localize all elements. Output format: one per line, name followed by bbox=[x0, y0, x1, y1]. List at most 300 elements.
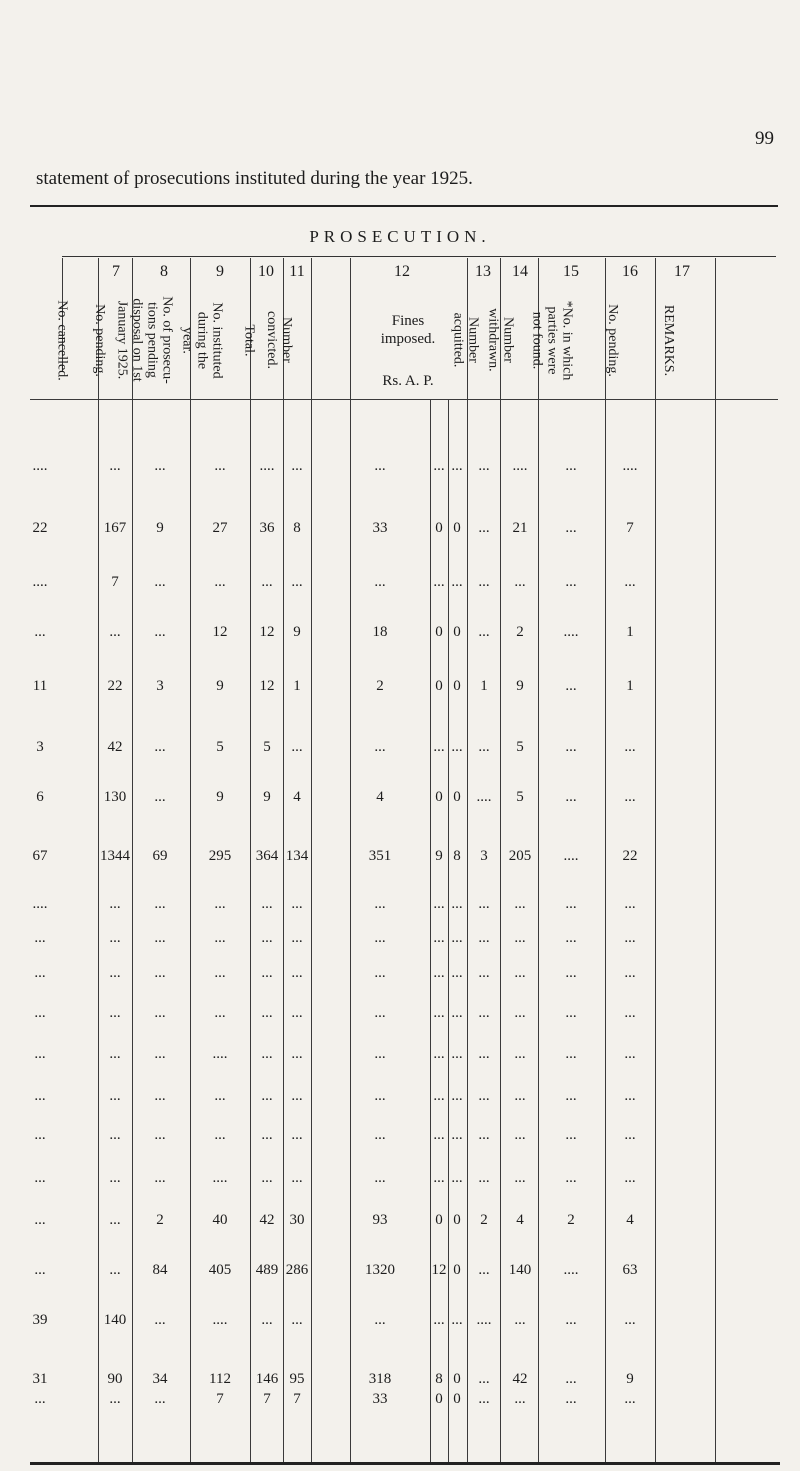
table-cell-r9-c10: ... bbox=[514, 930, 526, 946]
table-cell-r0-c11: ... bbox=[565, 458, 577, 474]
table-cell-r9-c8: ... bbox=[451, 930, 463, 946]
table-cell-r7-c2: 69 bbox=[152, 848, 168, 864]
table-cell-r12-c1: ... bbox=[109, 1046, 121, 1062]
table-cell-r8-c4: ... bbox=[261, 896, 273, 912]
table-cell-r8-c0: .... bbox=[32, 896, 48, 912]
column-number-11: 11 bbox=[289, 263, 305, 280]
table-cell-r1-c3: 27 bbox=[212, 520, 228, 536]
table-cell-r20-c10: ... bbox=[514, 1391, 526, 1407]
table-cell-r3-c5: 9 bbox=[293, 624, 301, 640]
table-cell-r14-c8: ... bbox=[451, 1127, 463, 1143]
table-cell-r11-c10: ... bbox=[514, 1005, 526, 1021]
table-cell-r16-c5: 30 bbox=[289, 1212, 305, 1228]
header-remarks bbox=[651, 280, 687, 400]
header-label-withdrawn: Number withdrawn. bbox=[486, 308, 517, 372]
table-cell-r1-c0: 22 bbox=[32, 520, 48, 536]
header-label-convicted: Number convicted. bbox=[264, 311, 295, 369]
table-cell-r20-c8: 0 bbox=[453, 1391, 461, 1407]
table-cell-r7-c10: 205 bbox=[508, 848, 532, 864]
table-cell-r18-c12: ... bbox=[624, 1312, 636, 1328]
table-cell-r17-c3: 405 bbox=[208, 1262, 232, 1278]
table-cell-r13-c0: ... bbox=[34, 1088, 46, 1104]
table-cell-r10-c12: ... bbox=[624, 965, 636, 981]
table-cell-r4-c2: 3 bbox=[156, 678, 164, 694]
table-cell-r5-c8: ... bbox=[451, 739, 463, 755]
column-rule-15 bbox=[715, 258, 716, 1462]
table-cell-r9-c6: ... bbox=[374, 930, 386, 946]
table-cell-r9-c12: ... bbox=[624, 930, 636, 946]
header-prosecutions-pending bbox=[113, 280, 177, 400]
table-cell-r15-c12: ... bbox=[624, 1170, 636, 1186]
table-cell-r1-c2: 9 bbox=[156, 520, 164, 536]
table-cell-r0-c6: ... bbox=[374, 458, 386, 474]
table-cell-r16-c1: ... bbox=[109, 1212, 121, 1228]
table-cell-r0-c0: .... bbox=[32, 458, 48, 474]
section-title: PROSECUTION. bbox=[309, 227, 491, 246]
table-cell-r2-c12: ... bbox=[624, 574, 636, 590]
table-cell-r8-c10: ... bbox=[514, 896, 526, 912]
table-cell-r10-c9: ... bbox=[478, 965, 490, 981]
column-number-7: 7 bbox=[112, 263, 120, 280]
header-label-pending: No. pending. bbox=[91, 303, 107, 377]
table-cell-r17-c8: 0 bbox=[453, 1262, 461, 1278]
header-fines: Fines imposed. bbox=[380, 313, 436, 347]
table-cell-r14-c10: ... bbox=[514, 1127, 526, 1143]
table-cell-r7-c1: 1344 bbox=[100, 848, 130, 864]
table-cell-r4-c10: 9 bbox=[516, 678, 524, 694]
table-cell-r15-c0: ... bbox=[34, 1170, 46, 1186]
table-cell-r12-c12: ... bbox=[624, 1046, 636, 1062]
table-cell-r8-c11: ... bbox=[565, 896, 577, 912]
table-cell-r5-c12: ... bbox=[624, 739, 636, 755]
table-cell-r16-c10: 4 bbox=[516, 1212, 524, 1228]
header-label-prosecutions-pending: No. of prosecu- tions pending disposal on 1st January 1925. bbox=[115, 296, 176, 384]
table-cell-r3-c7: 0 bbox=[435, 624, 443, 640]
table-cell-r11-c8: ... bbox=[451, 1005, 463, 1021]
table-cell-r13-c12: ... bbox=[624, 1088, 636, 1104]
table-cell-r0-c10: .... bbox=[512, 458, 528, 474]
table-cell-r18-c7: ... bbox=[433, 1312, 445, 1328]
table-cell-r3-c1: ... bbox=[109, 624, 121, 640]
table-cell-r14-c6: ... bbox=[374, 1127, 386, 1143]
table-cell-r6-c5: 4 bbox=[293, 789, 301, 805]
table-cell-r2-c4: ... bbox=[261, 574, 273, 590]
table-cell-r2-c2: ... bbox=[154, 574, 166, 590]
table-cell-r9-c0: ... bbox=[34, 930, 46, 946]
table-cell-r10-c0: ... bbox=[34, 965, 46, 981]
table-cell-r11-c12: ... bbox=[624, 1005, 636, 1021]
table-cell-r3-c3: 12 bbox=[212, 624, 228, 640]
table-cell-r15-c10: ... bbox=[514, 1170, 526, 1186]
table-cell-r7-c12: 22 bbox=[622, 848, 638, 864]
table-cell-r19-c7: 8 bbox=[435, 1371, 443, 1387]
table-cell-r1-c6: 33 bbox=[372, 520, 388, 536]
table-cell-r14-c7: ... bbox=[433, 1127, 445, 1143]
table-cell-r11-c7: ... bbox=[433, 1005, 445, 1021]
table-cell-r18-c4: ... bbox=[261, 1312, 273, 1328]
table-cell-r16-c8: 0 bbox=[453, 1212, 461, 1228]
table-cell-r11-c2: ... bbox=[154, 1005, 166, 1021]
table-cell-r5-c4: 5 bbox=[263, 739, 271, 755]
table-cell-r14-c2: ... bbox=[154, 1127, 166, 1143]
table-cell-r8-c7: ... bbox=[433, 896, 445, 912]
title-rule bbox=[62, 256, 776, 257]
column-number-15: 15 bbox=[563, 263, 579, 280]
table-cell-r12-c6: ... bbox=[374, 1046, 386, 1062]
table-cell-r4-c8: 0 bbox=[453, 678, 461, 694]
column-number-17: 17 bbox=[674, 263, 690, 280]
table-cell-r6-c4: 9 bbox=[263, 789, 271, 805]
table-cell-r5-c1: 42 bbox=[107, 739, 123, 755]
table-cell-r4-c6: 2 bbox=[376, 678, 384, 694]
table-cell-r16-c11: 2 bbox=[567, 1212, 575, 1228]
table-cell-r6-c2: ... bbox=[154, 789, 166, 805]
table-cell-r15-c6: ... bbox=[374, 1170, 386, 1186]
table-cell-r10-c8: ... bbox=[451, 965, 463, 981]
table-cell-r0-c8: ... bbox=[451, 458, 463, 474]
column-number-13: 13 bbox=[475, 263, 491, 280]
table-cell-r7-c0: 67 bbox=[32, 848, 48, 864]
table-cell-r15-c5: ... bbox=[291, 1170, 303, 1186]
table-cell-r16-c9: 2 bbox=[480, 1212, 488, 1228]
table-cell-r1-c1: 167 bbox=[103, 520, 127, 536]
table-cell-r4-c4: 12 bbox=[259, 678, 275, 694]
table-cell-r3-c2: ... bbox=[154, 624, 166, 640]
table-cell-r15-c7: ... bbox=[433, 1170, 445, 1186]
table-cell-r6-c1: 130 bbox=[103, 789, 127, 805]
table-cell-r12-c8: ... bbox=[451, 1046, 463, 1062]
column-number-8: 8 bbox=[160, 263, 168, 280]
table-cell-r13-c10: ... bbox=[514, 1088, 526, 1104]
header-convicted bbox=[261, 280, 297, 400]
table-cell-r5-c5: ... bbox=[291, 739, 303, 755]
table-cell-r9-c1: ... bbox=[109, 930, 121, 946]
table-cell-r10-c5: ... bbox=[291, 965, 303, 981]
top-rule bbox=[30, 205, 778, 207]
table-cell-r0-c4: .... bbox=[259, 458, 275, 474]
table-cell-r1-c11: ... bbox=[565, 520, 577, 536]
table-cell-r10-c3: ... bbox=[214, 965, 226, 981]
table-cell-r0-c3: ... bbox=[214, 458, 226, 474]
table-cell-r20-c3: 7 bbox=[216, 1391, 224, 1407]
page-number: 99 bbox=[755, 128, 774, 149]
header-instituted bbox=[178, 280, 227, 400]
table-cell-r10-c2: ... bbox=[154, 965, 166, 981]
table-cell-r8-c1: ... bbox=[109, 896, 121, 912]
table-cell-r12-c0: ... bbox=[34, 1046, 46, 1062]
table-cell-r18-c8: ... bbox=[451, 1312, 463, 1328]
table-cell-r14-c0: ... bbox=[34, 1127, 46, 1143]
table-cell-r12-c2: ... bbox=[154, 1046, 166, 1062]
header-label-parties-not-found: *No. in which parties were not found. bbox=[529, 300, 575, 380]
table-cell-r10-c6: ... bbox=[374, 965, 386, 981]
table-cell-r12-c9: ... bbox=[478, 1046, 490, 1062]
header-label-remarks: REMARKS. bbox=[661, 304, 677, 376]
table-cell-r0-c1: ... bbox=[109, 458, 121, 474]
table-cell-r8-c5: ... bbox=[291, 896, 303, 912]
table-cell-r17-c6: 1320 bbox=[365, 1262, 395, 1278]
table-cell-r13-c8: ... bbox=[451, 1088, 463, 1104]
table-cell-r5-c11: ... bbox=[565, 739, 577, 755]
table-cell-r9-c4: ... bbox=[261, 930, 273, 946]
table-cell-r12-c4: ... bbox=[261, 1046, 273, 1062]
table-cell-r6-c12: ... bbox=[624, 789, 636, 805]
table-cell-r4-c9: 1 bbox=[480, 678, 488, 694]
table-cell-r18-c5: ... bbox=[291, 1312, 303, 1328]
table-cell-r20-c12: ... bbox=[624, 1391, 636, 1407]
table-cell-r9-c2: ... bbox=[154, 930, 166, 946]
table-cell-r8-c12: ... bbox=[624, 896, 636, 912]
table-cell-r6-c10: 5 bbox=[516, 789, 524, 805]
table-cell-r14-c1: ... bbox=[109, 1127, 121, 1143]
table-cell-r13-c1: ... bbox=[109, 1088, 121, 1104]
table-cell-r0-c9: ... bbox=[478, 458, 490, 474]
table-cell-r4-c11: ... bbox=[565, 678, 577, 694]
table-cell-r11-c11: ... bbox=[565, 1005, 577, 1021]
table-cell-r7-c5: 134 bbox=[285, 848, 309, 864]
table-cell-r14-c11: ... bbox=[565, 1127, 577, 1143]
header-label-pending2: No. pending. bbox=[604, 303, 620, 377]
table-cell-r6-c11: ... bbox=[565, 789, 577, 805]
table-cell-r2-c1: 7 bbox=[111, 574, 119, 590]
table-cell-r11-c1: ... bbox=[109, 1005, 121, 1021]
table-cell-r11-c6: ... bbox=[374, 1005, 386, 1021]
table-cell-r1-c9: ... bbox=[478, 520, 490, 536]
table-cell-r13-c5: ... bbox=[291, 1088, 303, 1104]
table-cell-r17-c10: 140 bbox=[508, 1262, 532, 1278]
column-number-14: 14 bbox=[512, 263, 528, 280]
table-cell-r16-c3: 40 bbox=[212, 1212, 228, 1228]
table-cell-r20-c0: ... bbox=[34, 1391, 46, 1407]
column-number-10: 10 bbox=[258, 263, 274, 280]
table-cell-r20-c4: 7 bbox=[263, 1391, 271, 1407]
table-cell-r2-c11: ... bbox=[565, 574, 577, 590]
table-cell-r11-c5: ... bbox=[291, 1005, 303, 1021]
table-cell-r0-c5: ... bbox=[291, 458, 303, 474]
table-cell-r7-c7: 9 bbox=[435, 848, 443, 864]
table-cell-r15-c1: ... bbox=[109, 1170, 121, 1186]
table-cell-r16-c2: 2 bbox=[156, 1212, 164, 1228]
header-fines-units: Rs. A. P. bbox=[382, 373, 434, 389]
table-cell-r7-c3: 295 bbox=[208, 848, 232, 864]
table-cell-r2-c9: ... bbox=[478, 574, 490, 590]
table-cell-r3-c0: ... bbox=[34, 624, 46, 640]
table-cell-r17-c11: .... bbox=[563, 1262, 579, 1278]
table-cell-r15-c2: ... bbox=[154, 1170, 166, 1186]
table-cell-r17-c2: 84 bbox=[152, 1262, 168, 1278]
table-cell-r7-c9: 3 bbox=[480, 848, 488, 864]
table-cell-r10-c4: ... bbox=[261, 965, 273, 981]
table-cell-r5-c6: ... bbox=[374, 739, 386, 755]
table-cell-r15-c9: ... bbox=[478, 1170, 490, 1186]
table-cell-r16-c12: 4 bbox=[626, 1212, 634, 1228]
table-cell-r13-c9: ... bbox=[478, 1088, 490, 1104]
table-cell-r2-c3: ... bbox=[214, 574, 226, 590]
table-cell-r1-c8: 0 bbox=[453, 520, 461, 536]
table-cell-r19-c5: 95 bbox=[289, 1371, 305, 1387]
table-cell-r6-c7: 0 bbox=[435, 789, 443, 805]
table-cell-r0-c12: .... bbox=[622, 458, 638, 474]
table-cell-r1-c5: 8 bbox=[293, 520, 301, 536]
table-cell-r6-c6: 4 bbox=[376, 789, 384, 805]
table-cell-r9-c11: ... bbox=[565, 930, 577, 946]
table-cell-r2-c8: ... bbox=[451, 574, 463, 590]
table-cell-r17-c0: ... bbox=[34, 1262, 46, 1278]
header-label-acquitted: Number acquitted. bbox=[450, 312, 480, 368]
table-cell-r14-c9: ... bbox=[478, 1127, 490, 1143]
table-cell-r20-c1: ... bbox=[109, 1391, 121, 1407]
table-cell-r0-c7: ... bbox=[433, 458, 445, 474]
table-cell-r10-c10: ... bbox=[514, 965, 526, 981]
table-cell-r12-c3: .... bbox=[212, 1046, 228, 1062]
table-cell-r14-c12: ... bbox=[624, 1127, 636, 1143]
header-label-instituted: No. instituted during the year. bbox=[179, 301, 225, 379]
table-cell-r17-c7: 12 bbox=[431, 1262, 447, 1278]
table-cell-r6-c3: 9 bbox=[216, 789, 224, 805]
column-number-9: 9 bbox=[216, 263, 224, 280]
table-cell-r16-c0: ... bbox=[34, 1212, 46, 1228]
table-cell-r19-c6: 318 bbox=[368, 1371, 392, 1387]
table-cell-r5-c9: ... bbox=[478, 739, 490, 755]
table-cell-r17-c9: ... bbox=[478, 1262, 490, 1278]
table-cell-r5-c2: ... bbox=[154, 739, 166, 755]
table-cell-r8-c8: ... bbox=[451, 896, 463, 912]
table-cell-r18-c9: .... bbox=[476, 1312, 492, 1328]
table-cell-r2-c0: .... bbox=[32, 574, 48, 590]
table-cell-r13-c2: ... bbox=[154, 1088, 166, 1104]
table-cell-r15-c3: .... bbox=[212, 1170, 228, 1186]
column-number-16: 16 bbox=[622, 263, 638, 280]
table-cell-r4-c5: 1 bbox=[293, 678, 301, 694]
table-cell-r12-c5: ... bbox=[291, 1046, 303, 1062]
table-cell-r16-c4: 42 bbox=[259, 1212, 275, 1228]
table-cell-r3-c11: .... bbox=[563, 624, 579, 640]
table-cell-r8-c3: ... bbox=[214, 896, 226, 912]
table-cell-r13-c6: ... bbox=[374, 1088, 386, 1104]
table-cell-r1-c10: 21 bbox=[512, 520, 528, 536]
table-cell-r4-c12: 1 bbox=[626, 678, 634, 694]
header-pending bbox=[81, 280, 117, 400]
table-cell-r15-c4: ... bbox=[261, 1170, 273, 1186]
table-cell-r20-c2: ... bbox=[154, 1391, 166, 1407]
table-cell-r15-c11: ... bbox=[565, 1170, 577, 1186]
table-cell-r9-c5: ... bbox=[291, 930, 303, 946]
table-cell-r8-c6: ... bbox=[374, 896, 386, 912]
table-cell-r19-c1: 90 bbox=[107, 1371, 123, 1387]
table-cell-r5-c3: 5 bbox=[216, 739, 224, 755]
table-cell-r13-c11: ... bbox=[565, 1088, 577, 1104]
table-cell-r11-c9: ... bbox=[478, 1005, 490, 1021]
table-cell-r5-c7: ... bbox=[433, 739, 445, 755]
table-cell-r18-c0: 39 bbox=[32, 1312, 48, 1328]
header-label-total: Total. bbox=[241, 323, 257, 357]
table-cell-r11-c0: ... bbox=[34, 1005, 46, 1021]
table-cell-r3-c8: 0 bbox=[453, 624, 461, 640]
table-cell-r6-c8: 0 bbox=[453, 789, 461, 805]
table-cell-r1-c7: 0 bbox=[435, 520, 443, 536]
table-cell-r17-c4: 489 bbox=[255, 1262, 279, 1278]
table-cell-r17-c1: ... bbox=[109, 1262, 121, 1278]
table-cell-r14-c3: ... bbox=[214, 1127, 226, 1143]
table-cell-r3-c10: 2 bbox=[516, 624, 524, 640]
table-cell-r6-c9: .... bbox=[476, 789, 492, 805]
table-cell-r7-c6: 351 bbox=[368, 848, 392, 864]
table-cell-r5-c10: 5 bbox=[516, 739, 524, 755]
table-cell-r10-c7: ... bbox=[433, 965, 445, 981]
table-cell-r11-c4: ... bbox=[261, 1005, 273, 1021]
table-cell-r2-c6: ... bbox=[374, 574, 386, 590]
table-cell-r19-c2: 34 bbox=[152, 1371, 168, 1387]
table-cell-r15-c8: ... bbox=[451, 1170, 463, 1186]
table-cell-r12-c10: ... bbox=[514, 1046, 526, 1062]
header-pending2 bbox=[594, 280, 630, 400]
table-cell-r14-c4: ... bbox=[261, 1127, 273, 1143]
table-cell-r12-c11: ... bbox=[565, 1046, 577, 1062]
table-cell-r13-c3: ... bbox=[214, 1088, 226, 1104]
table-cell-r18-c2: ... bbox=[154, 1312, 166, 1328]
table-cell-r18-c3: .... bbox=[212, 1312, 228, 1328]
table-cell-r20-c7: 0 bbox=[435, 1391, 443, 1407]
header-cancelled bbox=[44, 280, 80, 400]
table-cell-r19-c12: 9 bbox=[626, 1371, 634, 1387]
table-cell-r4-c1: 22 bbox=[107, 678, 123, 694]
table-cell-r8-c2: ... bbox=[154, 896, 166, 912]
table-cell-r2-c5: ... bbox=[291, 574, 303, 590]
header-label-cancelled: No. cancelled. bbox=[54, 299, 70, 381]
table-cell-r17-c12: 63 bbox=[622, 1262, 638, 1278]
table-cell-r4-c0: 11 bbox=[32, 678, 48, 694]
table-cell-r4-c3: 9 bbox=[216, 678, 224, 694]
table-cell-r18-c6: ... bbox=[374, 1312, 386, 1328]
column-number-12: 12 bbox=[394, 263, 410, 280]
table-cell-r3-c4: 12 bbox=[259, 624, 275, 640]
bottom-rule bbox=[30, 1462, 780, 1465]
table-cell-r20-c11: ... bbox=[565, 1391, 577, 1407]
table-cell-r19-c8: 0 bbox=[453, 1371, 461, 1387]
table-cell-r19-c3: 112 bbox=[209, 1371, 231, 1387]
table-cell-r3-c9: ... bbox=[478, 624, 490, 640]
table-cell-r9-c3: ... bbox=[214, 930, 226, 946]
table-cell-r5-c0: 3 bbox=[36, 739, 44, 755]
table-cell-r7-c11: .... bbox=[563, 848, 579, 864]
table-cell-r19-c11: ... bbox=[565, 1371, 577, 1387]
table-cell-r19-c10: 42 bbox=[512, 1371, 528, 1387]
table-cell-r10-c11: ... bbox=[565, 965, 577, 981]
header-withdrawn bbox=[483, 280, 519, 400]
table-cell-r9-c9: ... bbox=[478, 930, 490, 946]
table-cell-r19-c0: 31 bbox=[32, 1371, 48, 1387]
table-cell-r3-c6: 18 bbox=[372, 624, 388, 640]
table-cell-r13-c7: ... bbox=[433, 1088, 445, 1104]
table-cell-r17-c5: 286 bbox=[285, 1262, 309, 1278]
table-cell-r18-c11: ... bbox=[565, 1312, 577, 1328]
table-cell-r2-c10: ... bbox=[514, 574, 526, 590]
table-cell-r16-c6: 93 bbox=[372, 1212, 388, 1228]
table-cell-r19-c9: ... bbox=[478, 1371, 490, 1387]
table-cell-r7-c4: 364 bbox=[255, 848, 279, 864]
table-cell-r19-c4: 146 bbox=[255, 1371, 279, 1387]
table-cell-r13-c4: ... bbox=[261, 1088, 273, 1104]
table-cell-r20-c6: 33 bbox=[372, 1391, 388, 1407]
table-cell-r20-c5: 7 bbox=[293, 1391, 301, 1407]
table-cell-r1-c4: 36 bbox=[259, 520, 275, 536]
table-cell-r6-c0: 6 bbox=[36, 789, 44, 805]
table-cell-r10-c1: ... bbox=[109, 965, 121, 981]
table-cell-r3-c12: 1 bbox=[626, 624, 634, 640]
table-cell-r18-c1: 140 bbox=[103, 1312, 127, 1328]
table-cell-r1-c12: 7 bbox=[626, 520, 634, 536]
table-cell-r9-c7: ... bbox=[433, 930, 445, 946]
